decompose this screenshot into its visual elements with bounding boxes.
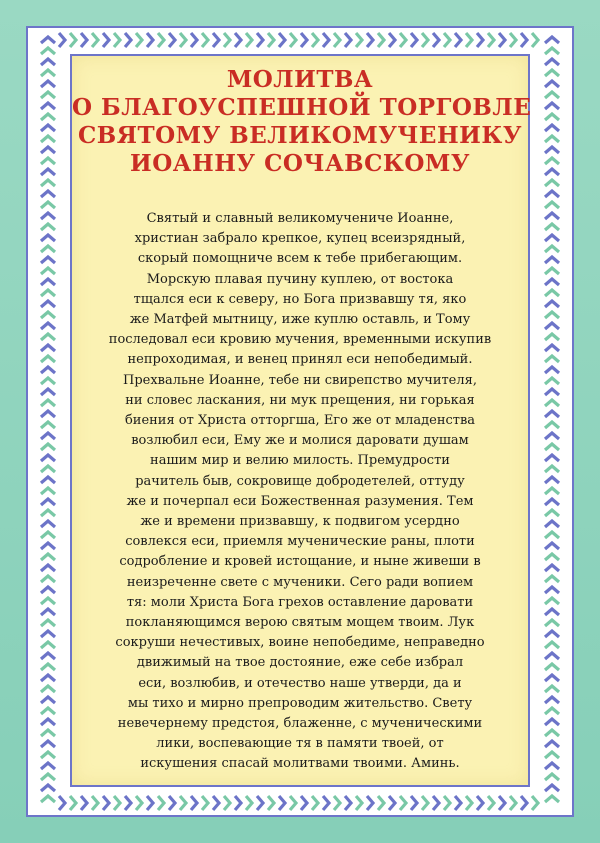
text-line: неизреченне свете с мученики. Сего ради вопием [126, 574, 474, 590]
chevron-mark [477, 796, 483, 810]
chevron-mark [545, 510, 559, 516]
text-line: сокруши нечестивых, воине непобедиме, неправедно [115, 635, 485, 651]
chevron-mark [545, 389, 559, 395]
chevron-mark [312, 796, 318, 810]
chevron-mark [103, 33, 109, 47]
text-line: скорый помощниче всем к тебе прибегающим. [137, 251, 463, 267]
text-line: движимый на твое достояние, еже себе избрал [136, 655, 464, 671]
chevron-mark [41, 653, 55, 659]
chevron-mark [191, 33, 197, 47]
chevron-mark [545, 466, 559, 472]
text-line: непроходимая, и венец принял еси непобедимый. [127, 352, 473, 368]
chevron-mark [532, 796, 538, 810]
chevron-mark [202, 796, 208, 810]
chevron-mark [41, 312, 55, 318]
chevron-mark [41, 796, 55, 802]
chevron-mark [422, 33, 428, 47]
text-line: же и времени призвавшу, к подвигом усердно [140, 514, 460, 530]
chevron-mark [41, 92, 55, 98]
chevron-mark [545, 290, 559, 296]
chevron-mark [545, 708, 559, 714]
chevron-mark [545, 444, 559, 450]
chevron-mark [545, 279, 559, 285]
text-line: тя: моли Христа Бога грехов оставление даровати [126, 594, 474, 610]
chevron-mark [545, 48, 559, 54]
chevron-mark [41, 158, 55, 164]
chevron-mark [323, 33, 329, 47]
chevron-mark [356, 33, 362, 47]
chevron-mark [191, 796, 197, 810]
text-line: биения от Христа отторгша, Его же от младенства [124, 413, 476, 429]
chevron-mark [41, 136, 55, 142]
chevron-mark [41, 279, 55, 285]
chevron-mark [235, 796, 241, 810]
chevron-mark [545, 796, 559, 802]
chevron-mark [41, 433, 55, 439]
chevron-mark [158, 33, 164, 47]
chevron-mark [545, 488, 559, 494]
chevron-mark [545, 741, 559, 747]
text-line: невечернему предстоя, блаженне, с мученическими [117, 716, 483, 732]
chevron-mark [545, 323, 559, 329]
chevron-mark [279, 796, 285, 810]
prayer-title [72, 66, 532, 178]
chevron-mark [290, 796, 296, 810]
text-line: ни словес ласкания, ни мук прещения, ни горькая [125, 392, 475, 408]
text-line: нашим мир и велию милость. Премудрости [150, 453, 450, 469]
chevron-mark [334, 796, 340, 810]
text-line: покланяющимся верою святым мощем твоим. Лук [125, 615, 475, 631]
chevron-mark [41, 488, 55, 494]
chevron-mark [235, 33, 241, 47]
chevron-mark [545, 147, 559, 153]
chevron-mark [545, 686, 559, 692]
chevron-mark [466, 796, 472, 810]
chevron-mark [41, 455, 55, 461]
chevron-mark [400, 796, 406, 810]
chevron-mark [224, 796, 230, 810]
chevron-mark [70, 33, 76, 47]
chevron-mark [213, 796, 219, 810]
chevron-mark [545, 169, 559, 175]
chevron-mark [545, 730, 559, 736]
chevron-mark [545, 642, 559, 648]
chevron-mark [41, 345, 55, 351]
text-line: рачитель быв, сокровище добродетелей, оттуду [135, 473, 465, 489]
chevron-mark [545, 609, 559, 615]
chevron-mark [545, 752, 559, 758]
chevron-mark [545, 202, 559, 208]
chevron-mark [41, 48, 55, 54]
chevron-mark [367, 796, 373, 810]
chevron-mark [41, 642, 55, 648]
chevron-mark [41, 323, 55, 329]
chevron-mark [290, 33, 296, 47]
chevron-mark [488, 33, 494, 47]
chevron-mark [521, 33, 527, 47]
chevron-mark [477, 33, 483, 47]
chevron-mark [268, 33, 274, 47]
chevron-mark [345, 33, 351, 47]
chevron-mark [545, 213, 559, 219]
chevron-mark [545, 158, 559, 164]
chevron-mark [455, 796, 461, 810]
chevron-mark [545, 763, 559, 769]
chevron-mark [41, 191, 55, 197]
chevron-mark [545, 59, 559, 65]
chevron-mark [147, 796, 153, 810]
chevron-mark [125, 796, 131, 810]
chevron-mark [378, 33, 384, 47]
chevron-mark [545, 367, 559, 373]
chevron-mark [169, 796, 175, 810]
chevron-mark [323, 796, 329, 810]
chevron-mark [257, 796, 263, 810]
chevron-mark [545, 136, 559, 142]
chevron-mark [545, 598, 559, 604]
chevron-mark [301, 796, 307, 810]
chevron-mark [545, 576, 559, 582]
chevron-mark [466, 33, 472, 47]
chevron-mark [545, 675, 559, 681]
chevron-mark [545, 224, 559, 230]
text-line: же Матфей мытницу, иже куплю оставль, и Тому [129, 312, 471, 328]
chevron-mark [59, 33, 65, 47]
chevron-mark [41, 334, 55, 340]
text-line: мы тихо и мирно препроводим жительство. Свету [127, 695, 473, 711]
chevron-mark [444, 33, 450, 47]
chevron-mark [41, 444, 55, 450]
chevron-mark [41, 422, 55, 428]
text-line: же и почерпал еси Божественная разумения. Тем [126, 493, 474, 509]
chevron-mark [545, 235, 559, 241]
chevron-mark [545, 301, 559, 307]
chevron-mark [41, 752, 55, 758]
chevron-mark [545, 620, 559, 626]
chevron-mark [433, 33, 439, 47]
chevron-mark [41, 70, 55, 76]
text-line: возлюбил еси, Ему же и молися даровати душам [131, 433, 469, 449]
chevron-mark [41, 741, 55, 747]
chevron-mark [312, 33, 318, 47]
chevron-mark [41, 213, 55, 219]
chevron-mark [334, 33, 340, 47]
text-line: лики, воспевающие тя в памяти твоей, от [156, 736, 444, 752]
chevron-mark [41, 697, 55, 703]
chevron-mark [41, 59, 55, 65]
title-line: СВЯТОМУ ВЕЛИКОМУЧЕНИКУ [77, 122, 522, 149]
chevron-mark [545, 191, 559, 197]
chevron-mark [180, 33, 186, 47]
chevron-mark [367, 33, 373, 47]
chevron-mark [545, 543, 559, 549]
chevron-mark [41, 114, 55, 120]
chevron-mark [41, 400, 55, 406]
chevron-mark [545, 477, 559, 483]
chevron-mark [92, 796, 98, 810]
chevron-mark [41, 268, 55, 274]
chevron-mark [41, 257, 55, 263]
chevron-mark [389, 33, 395, 47]
chevron-mark [545, 114, 559, 120]
chevron-mark [545, 521, 559, 527]
chevron-mark [114, 796, 120, 810]
chevron-mark [41, 224, 55, 230]
chevron-mark [41, 235, 55, 241]
chevron-mark [180, 796, 186, 810]
chevron-mark [41, 587, 55, 593]
chevron-mark [246, 796, 252, 810]
chevron-mark [70, 796, 76, 810]
chevron-mark [545, 246, 559, 252]
chevron-mark [301, 33, 307, 47]
chevron-mark [41, 576, 55, 582]
chevron-mark [41, 719, 55, 725]
chevron-mark [545, 697, 559, 703]
chevron-mark [41, 356, 55, 362]
chevron-mark [41, 103, 55, 109]
chevron-mark [545, 37, 559, 43]
chevron-mark [422, 796, 428, 810]
text-line: совлекся еси, приемля мученические раны, плоти [125, 534, 475, 550]
chevron-mark [545, 631, 559, 637]
chevron-mark [488, 796, 494, 810]
chevron-mark [499, 33, 505, 47]
text-line: содробление и кровей истощание, и ныне живеши в [119, 554, 481, 570]
chevron-mark [224, 33, 230, 47]
title-line: ИОАННУ СОЧАВСКОМУ [129, 150, 471, 177]
text-line: Прехвальне Иоанне, тебе ни свирепство мучителя, [123, 372, 477, 388]
chevron-mark [41, 180, 55, 186]
text-line: искушения спасай молитвами твоими. Аминь. [140, 756, 460, 772]
chevron-mark [246, 33, 252, 47]
chevron-mark [41, 466, 55, 472]
chevron-mark [41, 499, 55, 505]
chevron-mark [545, 785, 559, 791]
chevron-mark [545, 268, 559, 274]
chevron-mark [545, 653, 559, 659]
chevron-mark [400, 33, 406, 47]
chevron-mark [41, 378, 55, 384]
chevron-mark [41, 477, 55, 483]
chevron-mark [411, 796, 417, 810]
chevron-mark [545, 587, 559, 593]
chevron-mark [521, 796, 527, 810]
title-line: МОЛИТВА [226, 66, 374, 93]
chevron-mark [345, 796, 351, 810]
text-line: Святый и славный великомучениче Иоанне, [146, 211, 454, 226]
chevron-mark [92, 33, 98, 47]
chevron-mark [545, 532, 559, 538]
chevron-mark [545, 433, 559, 439]
chevron-mark [136, 33, 142, 47]
chevron-mark [545, 356, 559, 362]
chevron-mark [545, 422, 559, 428]
chevron-mark [41, 730, 55, 736]
chevron-mark [147, 33, 153, 47]
chevron-mark [545, 125, 559, 131]
chevron-mark [545, 499, 559, 505]
chevron-mark [41, 763, 55, 769]
chevron-mark [41, 37, 55, 43]
chevron-mark [41, 609, 55, 615]
chevron-mark [41, 389, 55, 395]
chevron-mark [41, 598, 55, 604]
chevron-mark [279, 33, 285, 47]
chevron-mark [545, 378, 559, 384]
text-line: тщался еси к северу, но Бога призвавшу тя, яко [133, 291, 467, 307]
text-panel [70, 54, 530, 787]
chevron-mark [545, 70, 559, 76]
chevron-mark [158, 796, 164, 810]
chevron-mark [532, 33, 538, 47]
chevron-mark [510, 796, 516, 810]
chevron-mark [545, 664, 559, 670]
chevron-mark [455, 33, 461, 47]
chevron-mark [545, 455, 559, 461]
text-line: Морскую плавая пучину куплею, от востока [146, 271, 454, 287]
chevron-mark [213, 33, 219, 47]
chevron-mark [41, 664, 55, 670]
chevron-mark [103, 796, 109, 810]
chevron-mark [169, 33, 175, 47]
chevron-mark [41, 675, 55, 681]
chevron-mark [41, 125, 55, 131]
chevron-mark [41, 147, 55, 153]
chevron-mark [81, 796, 87, 810]
chevron-mark [59, 796, 65, 810]
chevron-mark [545, 554, 559, 560]
chevron-mark [510, 33, 516, 47]
chevron-mark [545, 400, 559, 406]
chevron-mark [41, 620, 55, 626]
chevron-mark [41, 554, 55, 560]
text-line: еси, возлюбив, и отечество наше утверди, да и [138, 675, 462, 691]
chevron-mark [114, 33, 120, 47]
chevron-mark [499, 796, 505, 810]
chevron-mark [545, 565, 559, 571]
chevron-mark [545, 334, 559, 340]
chevron-mark [41, 411, 55, 417]
chevron-mark [545, 257, 559, 263]
title-line: О БЛАГОУСПЕШНОЙ ТОРГОВЛЕ [72, 94, 532, 121]
chevron-mark [41, 202, 55, 208]
chevron-mark [268, 796, 274, 810]
chevron-mark [411, 33, 417, 47]
chevron-mark [444, 796, 450, 810]
chevron-mark [41, 686, 55, 692]
chevron-mark [125, 33, 131, 47]
chevron-mark [136, 796, 142, 810]
chevron-mark [41, 367, 55, 373]
text-line: христиан забрало крепкое, купец всеизрядный, [134, 231, 466, 247]
chevron-mark [545, 81, 559, 87]
chevron-mark [389, 796, 395, 810]
chevron-mark [433, 796, 439, 810]
chevron-mark [41, 708, 55, 714]
chevron-mark [41, 631, 55, 637]
chevron-mark [41, 510, 55, 516]
chevron-mark [545, 719, 559, 725]
chevron-mark [545, 411, 559, 417]
chevron-mark [378, 796, 384, 810]
chevron-mark [356, 796, 362, 810]
chevron-mark [545, 180, 559, 186]
chevron-mark [41, 290, 55, 296]
chevron-mark [41, 246, 55, 252]
chevron-mark [41, 169, 55, 175]
chevron-mark [202, 33, 208, 47]
chevron-mark [545, 345, 559, 351]
chevron-mark [81, 33, 87, 47]
chevron-mark [41, 532, 55, 538]
chevron-mark [257, 33, 263, 47]
chevron-mark [545, 92, 559, 98]
chevron-mark [41, 81, 55, 87]
chevron-mark [545, 103, 559, 109]
text-line: последовал еси кровию мучения, временными искупив [108, 332, 492, 348]
chevron-mark [41, 543, 55, 549]
chevron-mark [41, 301, 55, 307]
chevron-mark [41, 521, 55, 527]
chevron-mark [41, 565, 55, 571]
chevron-mark [41, 785, 55, 791]
chevron-mark [41, 774, 55, 780]
prayer-text [90, 209, 510, 775]
chevron-mark [545, 774, 559, 780]
chevron-mark [545, 312, 559, 318]
